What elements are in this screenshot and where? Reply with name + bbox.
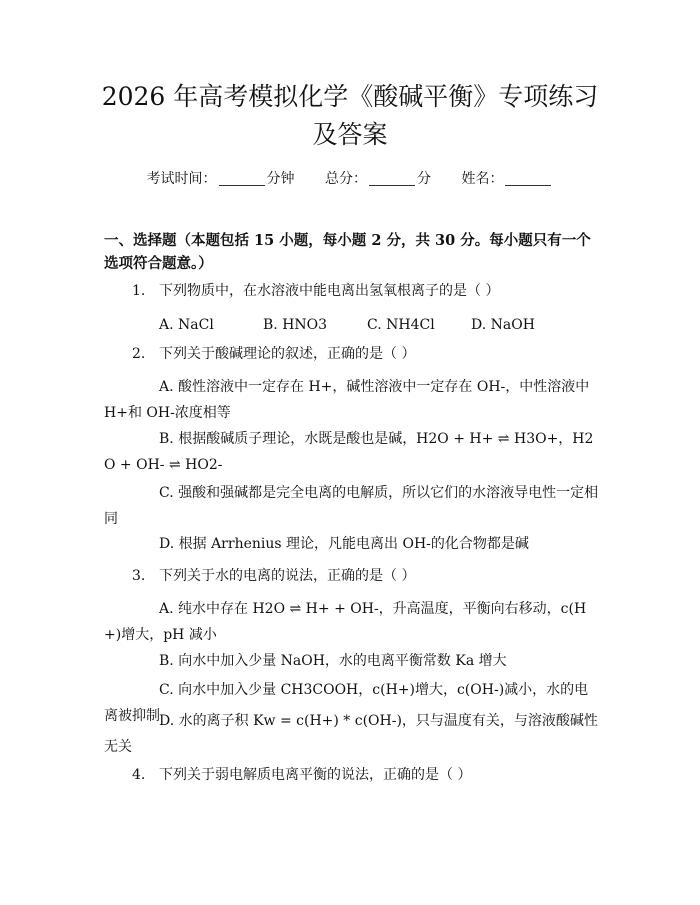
student-name-blank xyxy=(505,171,551,186)
question-2-option-d: D. 根据 Arrhenius 理论，凡能电离出 OH-的化合物都是碱 xyxy=(159,536,529,552)
question-2 xyxy=(132,343,602,366)
exam-time-label: 考试时间： xyxy=(146,171,217,187)
total-score-unit: 分 xyxy=(417,171,431,187)
exam-time-blank xyxy=(219,171,265,186)
question-number: 1. xyxy=(132,283,146,299)
total-score xyxy=(325,168,431,188)
question-2-option-a: A. 酸性溶液中一定存在 H+，碱性溶液中一定存在 OH-，中性溶液中 H+和 OH-浓度相等 xyxy=(104,379,590,421)
question-text: 下列关于酸碱理论的叙述，正确的是（ ） xyxy=(159,346,416,362)
student-name-label: 姓名： xyxy=(461,171,504,187)
question-text: 下列关于水的电离的说法，正确的是（ ） xyxy=(159,568,416,584)
option-c: C. NH4Cl xyxy=(367,317,435,333)
question-2-option-c: C. 强酸和强碱都是完全电离的电解质，所以它们的水溶液导电性一定相同 xyxy=(104,485,599,527)
question-text: 下列关于弱电解质电离平衡的说法，正确的是（ ） xyxy=(159,767,472,783)
question-3-option-b: B. 向水中加入少量 NaOH，水的电离平衡常数 Ka 增大 xyxy=(159,653,507,669)
exam-time-unit: 分钟 xyxy=(266,171,295,187)
exam-time xyxy=(147,168,295,188)
exam-info-row xyxy=(0,168,700,188)
question-1-options xyxy=(159,314,575,337)
question-3 xyxy=(132,565,602,588)
section-heading: 一、选择题（本题包括 15 小题，每小题 2 分，共 30 分。每小题只有一个选项符合题意。） xyxy=(104,232,591,272)
question-number: 2. xyxy=(132,346,146,362)
student-name xyxy=(461,168,553,188)
question-3-option-c: C. 向水中加入少量 CH3COOH，c(H+)增大，c(OH-)减小，水的电离被抑制 xyxy=(104,682,589,724)
total-score-label: 总分： xyxy=(325,171,367,187)
option-d: D. NaOH xyxy=(471,317,535,333)
title-line-1: 2026 年高考模拟化学《酸碱平衡》专项练习 xyxy=(101,82,599,111)
option-b: B. HNO3 xyxy=(263,317,328,333)
question-text: 下列物质中，在水溶液中能电离出氢氧根离子的是（ ） xyxy=(159,283,500,299)
question-1 xyxy=(132,280,602,303)
question-4 xyxy=(132,764,602,787)
question-3-option-a: A. 纯水中存在 H2O ⇌ H+ + OH-，升高温度，平衡向右移动，c(H+)增大，pH 减小 xyxy=(104,601,587,643)
document-title xyxy=(80,78,620,154)
total-score-blank xyxy=(369,171,415,186)
title-line-2: 及答案 xyxy=(312,120,388,149)
question-3-option-d: D. 水的离子积 Kw = c(H+) * c(OH-)，只与温度有关，与溶液酸碱性无关 xyxy=(104,713,598,755)
question-number: 4. xyxy=(132,767,146,783)
option-a: A. NaCl xyxy=(159,317,214,333)
question-number: 3. xyxy=(132,568,146,584)
question-2-option-b: B. 根据酸碱质子理论，水既是酸也是碱，H2O + H+ ⇌ H3O+，H2O + OH- ⇌ HO2- xyxy=(104,431,594,473)
